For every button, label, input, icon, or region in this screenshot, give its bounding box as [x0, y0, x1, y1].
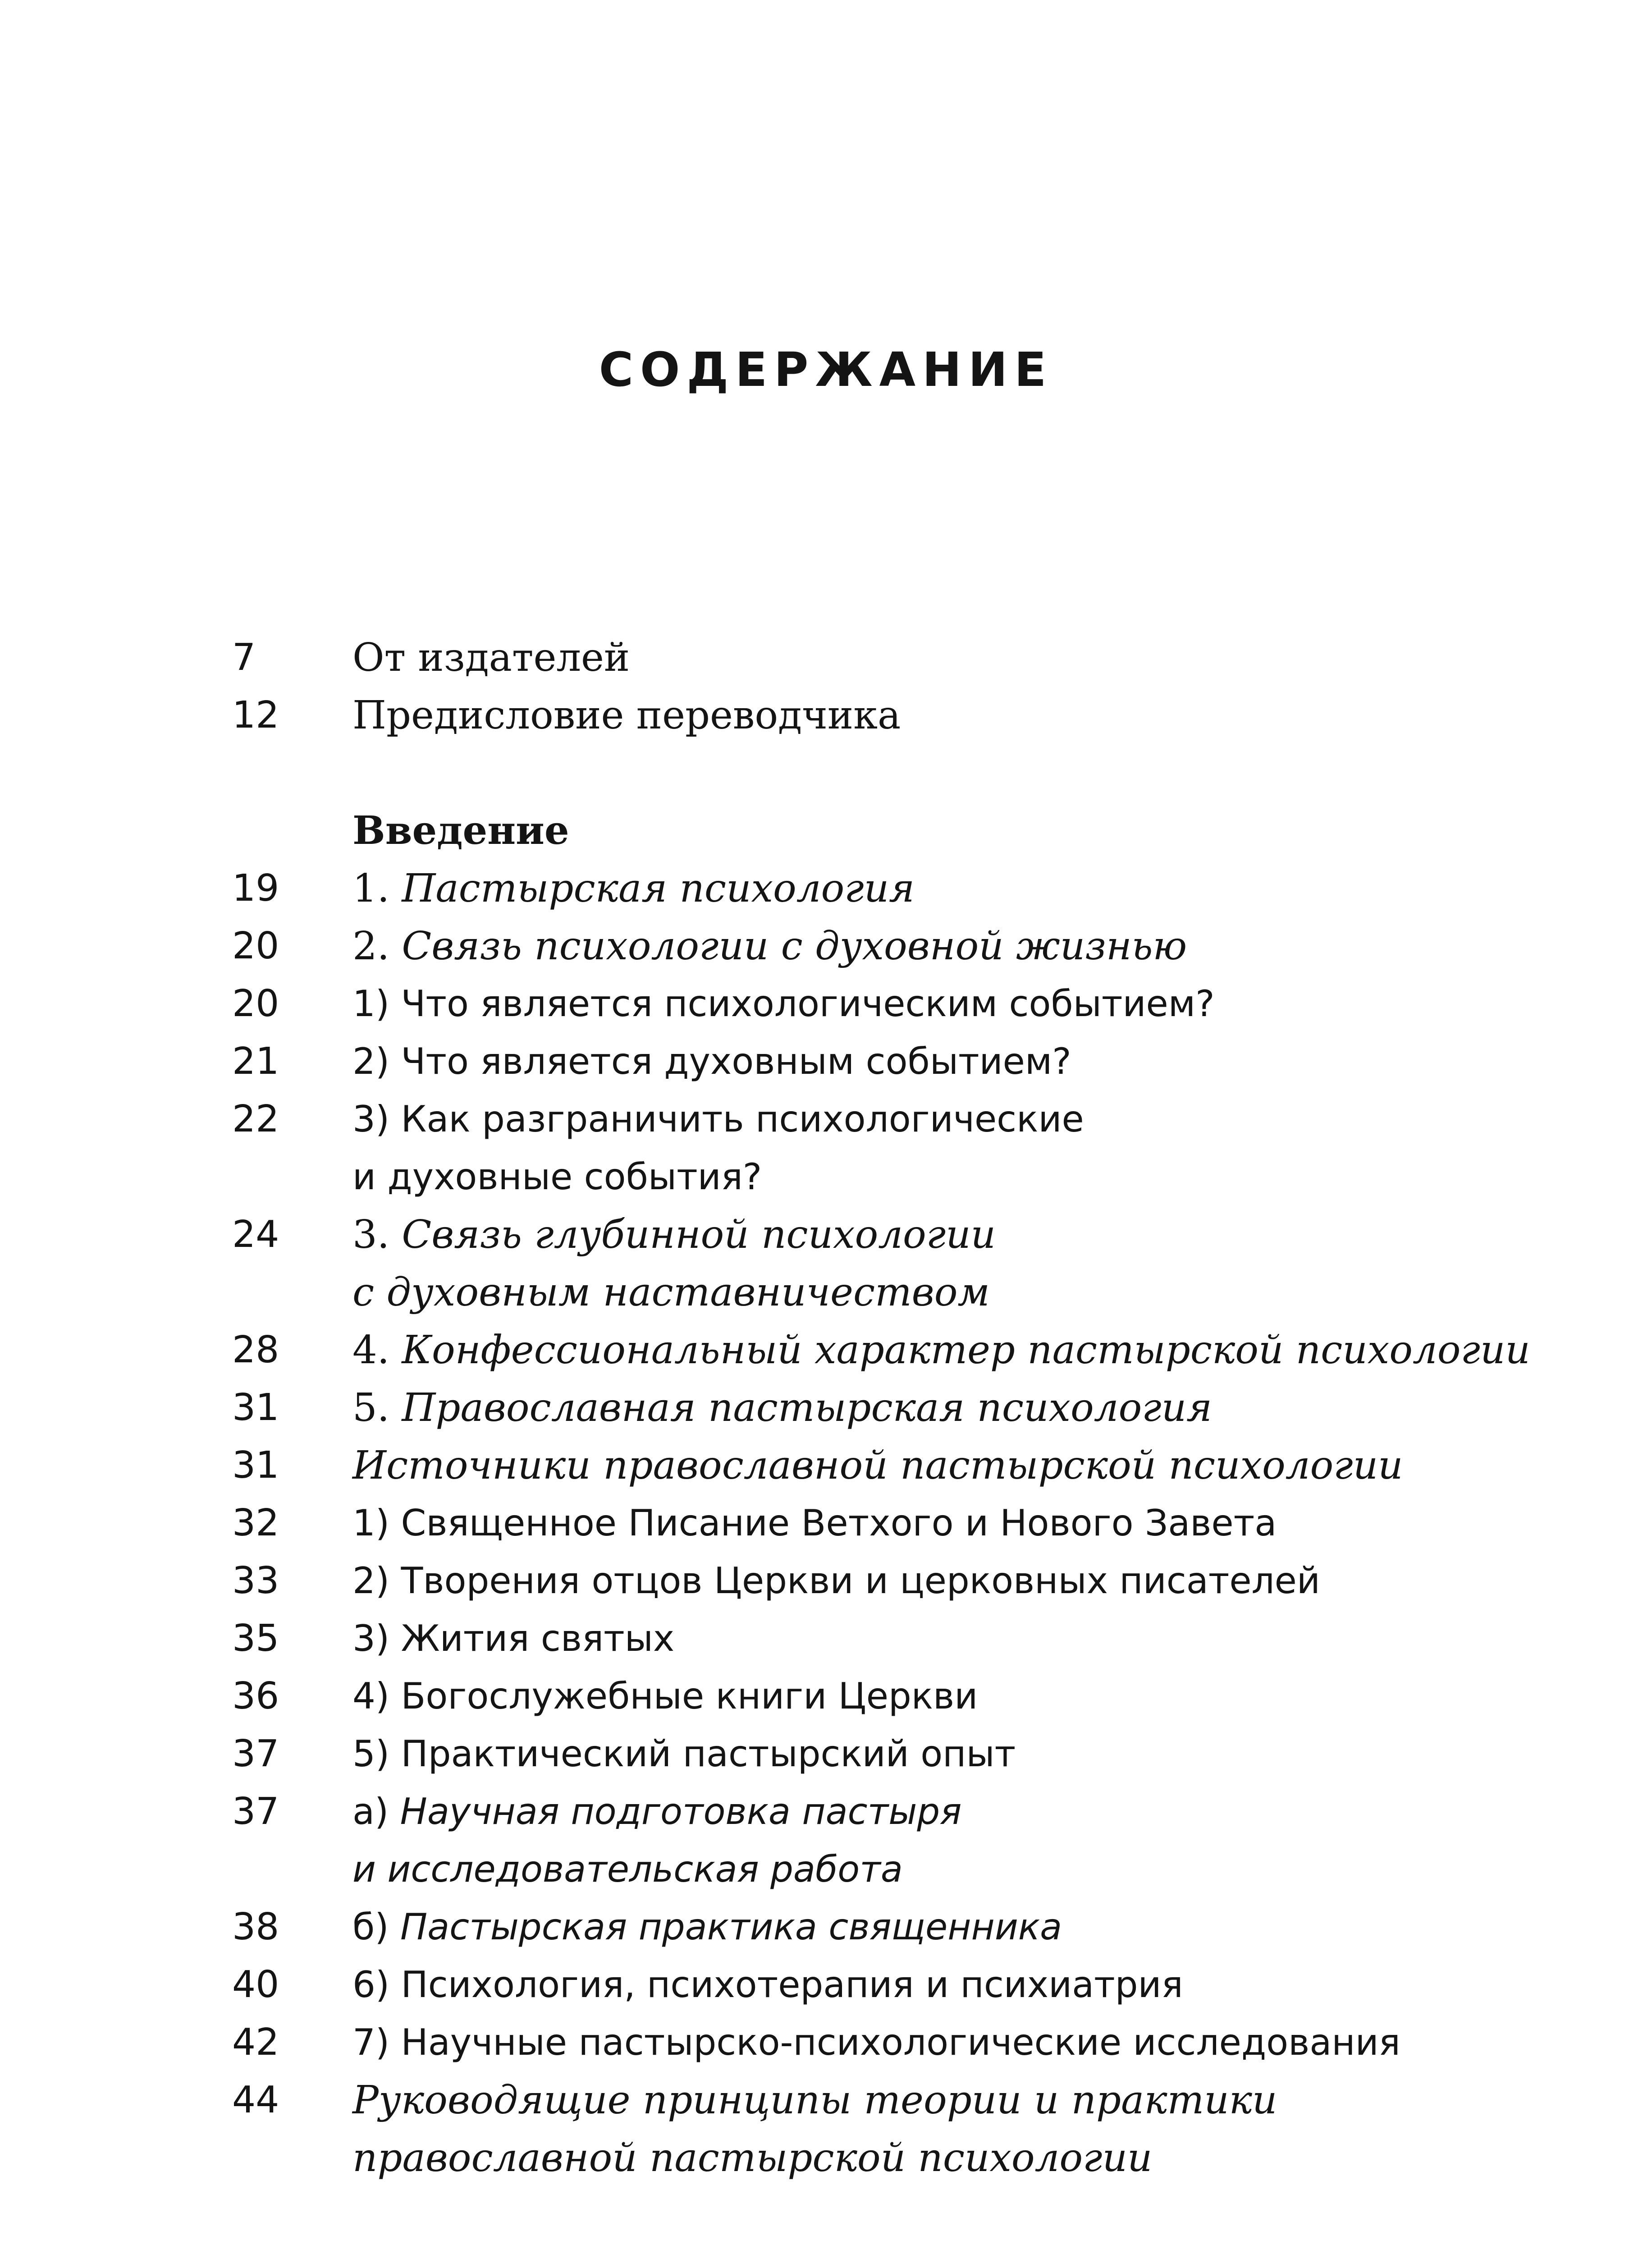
toc-entry-title-continued: с духовным наставничеством: [352, 1270, 990, 1315]
toc-page-number: 40: [232, 1963, 279, 2006]
toc-entry-italic-text: Пастырская психология: [402, 866, 915, 911]
toc-page-number: 37: [232, 1790, 279, 1833]
toc-page-number: 21: [232, 1040, 279, 1083]
toc-entry: [232, 860, 1449, 917]
toc-page-number: 24: [232, 1213, 279, 1256]
toc-entry-prefix: 2.: [352, 924, 402, 969]
toc-entry-continuation: [232, 2129, 1449, 2187]
toc-entry-title: [352, 1321, 1530, 1379]
section-heading-text: Введение: [352, 808, 569, 853]
toc-page-number: 22: [232, 1098, 279, 1141]
toc-entry: [232, 2014, 1449, 2071]
toc-entry: [232, 2071, 1449, 2129]
toc-entry-title: Руководящие принципы теории и практики: [352, 2078, 1277, 2123]
toc-entry-prefix: 5.: [352, 1385, 402, 1430]
toc-entry-title: 2) Что является духовным событием?: [352, 1040, 1071, 1082]
toc-entry-italic-text: Конфессиональный характер пастырской психологии: [402, 1328, 1530, 1373]
toc-entry-title: 7) Научные пастырско-психологические исследования: [352, 2021, 1400, 2063]
toc-page-number: 32: [232, 1502, 279, 1544]
toc-entry-continuation: [232, 1264, 1449, 1321]
toc-entry-title: От издателей: [352, 635, 630, 680]
toc-entry-title: [352, 860, 915, 917]
toc-page-number: 12: [232, 694, 279, 737]
toc-entry-title: [352, 1206, 996, 1264]
toc-entry: [232, 1725, 1449, 1783]
toc-entry-title: [352, 917, 1187, 975]
toc-page-number: 20: [232, 925, 279, 967]
toc-entry-title: [352, 1898, 1062, 1956]
toc-page-number: 33: [232, 1559, 279, 1602]
toc-entry-title-continued: православной пастырской психологии: [352, 2135, 1153, 2181]
toc-entry-title: 3) Жития святых: [352, 1617, 675, 1659]
toc-entry-title: 4) Богослужебные книги Церкви: [352, 1675, 978, 1717]
toc-entry-title: [352, 1379, 1212, 1437]
toc-entry-title: 3) Как разграничить психологические: [352, 1098, 1084, 1140]
toc-entry-title: Предисловие переводчика: [352, 693, 901, 738]
toc-page-number: 20: [232, 982, 279, 1025]
toc-entry-italic-text: Связь глубинной психологии: [402, 1212, 996, 1257]
toc-entry-title: 5) Практический пастырский опыт: [352, 1733, 1016, 1775]
toc-entry-prefix: 4.: [352, 1328, 402, 1373]
toc-entry: [232, 1494, 1449, 1552]
toc-entry: [232, 1552, 1449, 1610]
toc-entry-title: 1) Что является психологическим событием?: [352, 983, 1215, 1025]
toc-entry-italic-text: Пастырская практика священника: [400, 1906, 1062, 1948]
toc-entry-title: 6) Психология, психотерапия и психиатрия: [352, 1964, 1183, 2006]
toc-page-number: 28: [232, 1329, 279, 1371]
toc-page-number: 31: [232, 1444, 279, 1487]
toc-entry-continuation: [232, 1148, 1449, 1206]
toc-entry: [232, 917, 1449, 975]
toc-entry: [232, 1610, 1449, 1668]
toc-page-number: 31: [232, 1386, 279, 1429]
toc-entry: [232, 1783, 1449, 1841]
toc-entry-title: [352, 1783, 961, 1841]
toc-page-number: 7: [232, 636, 256, 679]
toc-page-number: 19: [232, 867, 279, 910]
toc-entry-title-continued: и исследовательская работа: [352, 1848, 903, 1890]
toc-entry-italic-text: Научная подготовка пастыря: [400, 1791, 962, 1833]
toc-entry: [232, 1206, 1449, 1264]
toc-entry: [232, 1321, 1530, 1379]
toc-entry-title-continued: и духовные события?: [352, 1156, 762, 1198]
toc-page-number: 37: [232, 1732, 279, 1775]
toc-entry-prefix: 3.: [352, 1212, 402, 1257]
toc-entry: [232, 629, 1449, 687]
toc-entry-italic-text: Связь психологии с духовной жизнью: [402, 924, 1187, 969]
toc-page-number: 36: [232, 1675, 279, 1718]
toc-entry-prefix: б): [352, 1906, 400, 1948]
toc-entry: [232, 687, 1449, 744]
toc-entry: [232, 1379, 1449, 1437]
toc-entry: [232, 1090, 1449, 1148]
table-of-contents: [232, 629, 1530, 2187]
toc-section-heading: [232, 802, 1449, 860]
toc-entry: [232, 1668, 1449, 1725]
page-title: СОДЕРЖАНИЕ: [599, 342, 1053, 397]
toc-entry-continuation: [232, 1841, 1449, 1898]
toc-page-number: 44: [232, 2079, 279, 2121]
toc-page-number: 35: [232, 1617, 279, 1660]
toc-page-number: 38: [232, 1906, 279, 1948]
toc-entry: [232, 1033, 1449, 1090]
toc-entry: [232, 1898, 1449, 1956]
toc-entry-title: 2) Творения отцов Церкви и церковных писателей: [352, 1560, 1320, 1602]
toc-page-number: 42: [232, 2021, 279, 2064]
toc-entry-title: 1) Священное Писание Ветхого и Нового Завета: [352, 1502, 1277, 1544]
toc-entry: [232, 1437, 1449, 1494]
toc-entry-title: Источники православной пастырской психологии: [352, 1443, 1403, 1488]
toc-entry-italic-text: Православная пастырская психология: [402, 1385, 1213, 1430]
toc-entry: [232, 975, 1449, 1033]
toc-entry-prefix: а): [352, 1791, 400, 1833]
toc-entry: [232, 1956, 1449, 2014]
toc-entry-prefix: 1.: [352, 866, 402, 911]
